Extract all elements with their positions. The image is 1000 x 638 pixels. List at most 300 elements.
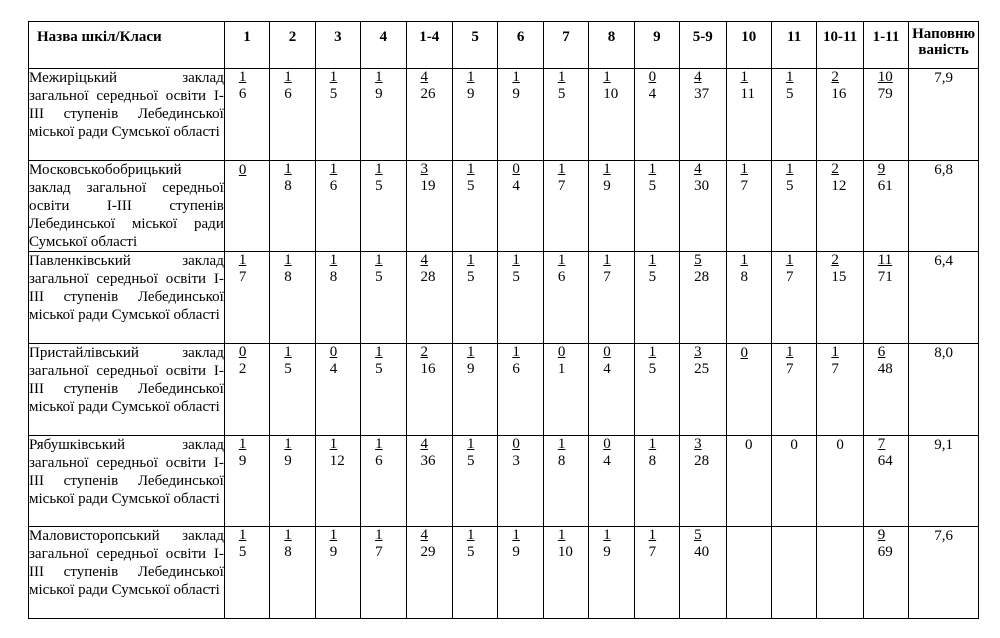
cell-value: 0 xyxy=(836,437,844,453)
students-count: 9 xyxy=(329,544,338,560)
class-cell xyxy=(771,161,816,252)
class-cell xyxy=(771,344,816,436)
fraction xyxy=(375,161,383,195)
school-name: Пристайлівський заклад загальної середньої освіти І-ІІІ ступенів Лебединської міської ради Сумської області xyxy=(29,344,225,436)
classes-count: 2 xyxy=(831,69,839,85)
fraction xyxy=(421,527,436,561)
classes-count: 1 xyxy=(648,161,657,177)
class-cell xyxy=(270,161,315,252)
header-class-9: 9 xyxy=(634,22,679,69)
classes-count: 1 xyxy=(466,436,475,452)
table-row xyxy=(29,344,979,436)
students-count: 69 xyxy=(877,544,893,560)
students-count: 15 xyxy=(831,269,847,285)
fraction xyxy=(512,161,520,195)
fraction xyxy=(878,344,893,378)
class-cell xyxy=(634,344,679,436)
fraction xyxy=(603,527,611,561)
classes-count: 3 xyxy=(694,344,702,360)
classes-count: 1 xyxy=(284,252,292,268)
students-count: 48 xyxy=(877,361,893,377)
classes-count: 1 xyxy=(557,527,566,543)
students-count: 6 xyxy=(284,86,292,102)
class-cell xyxy=(863,69,908,161)
students-count: 9 xyxy=(375,86,383,102)
class-cell xyxy=(634,252,679,344)
students-count: 5 xyxy=(648,269,657,285)
fraction xyxy=(694,436,709,470)
fraction xyxy=(239,436,247,470)
classes-count: 1 xyxy=(284,344,292,360)
classes-count: 1 xyxy=(329,252,338,268)
students-count: 5 xyxy=(648,178,657,194)
fraction xyxy=(649,69,657,103)
students-count: 25 xyxy=(694,361,710,377)
fraction xyxy=(284,161,292,195)
students-count: 6 xyxy=(375,453,383,469)
classes-count: 1 xyxy=(329,161,338,177)
students-count: 5 xyxy=(375,361,383,377)
fraction xyxy=(284,344,292,378)
class-cell xyxy=(406,436,452,527)
class-cell xyxy=(224,161,269,252)
students-count: 7 xyxy=(238,269,247,285)
class-cell xyxy=(361,344,406,436)
students-count: 9 xyxy=(466,86,475,102)
fraction xyxy=(786,161,794,195)
fraction xyxy=(330,252,338,286)
students-count: 7 xyxy=(831,361,839,377)
classes-count: 1 xyxy=(603,161,611,177)
class-cell xyxy=(817,69,863,161)
fraction xyxy=(467,436,475,470)
class-cell xyxy=(224,436,269,527)
fraction xyxy=(239,344,247,378)
classes-count: 1 xyxy=(238,69,247,85)
class-cell xyxy=(452,436,497,527)
fraction xyxy=(831,252,846,286)
class-cell xyxy=(406,252,452,344)
fraction xyxy=(421,344,436,378)
students-count: 6 xyxy=(557,269,566,285)
classes-count: 9 xyxy=(877,527,886,543)
header-class-11: 11 xyxy=(771,22,816,69)
classes-count: 11 xyxy=(877,252,893,268)
classes-count: 4 xyxy=(694,161,702,177)
class-cell xyxy=(498,527,543,619)
class-cell xyxy=(452,69,497,161)
classes-count: 1 xyxy=(329,436,338,452)
fraction xyxy=(694,252,709,286)
classes-count: 0 xyxy=(512,161,520,177)
fraction xyxy=(694,344,709,378)
classes-count: 1 xyxy=(466,252,475,268)
students-count: 9 xyxy=(238,453,247,469)
class-cell xyxy=(680,69,726,161)
fraction xyxy=(878,527,893,561)
class-cell xyxy=(726,69,771,161)
fraction xyxy=(786,69,794,103)
students-count: 36 xyxy=(420,453,436,469)
class-cell xyxy=(863,252,908,344)
fraction xyxy=(558,527,573,561)
fraction xyxy=(786,344,794,378)
school-name: Рябушківський заклад загальної середньої освіти І-ІІІ ступенів Лебединської міської ради Сумської області xyxy=(29,436,225,527)
fraction xyxy=(284,527,292,561)
students-count: 40 xyxy=(694,544,710,560)
class-cell xyxy=(452,344,497,436)
class-cell xyxy=(589,161,634,252)
students-count: 5 xyxy=(375,178,383,194)
classes-count: 1 xyxy=(284,436,292,452)
fraction xyxy=(649,527,657,561)
header-class-5-9: 5-9 xyxy=(680,22,726,69)
classes-count: 0 xyxy=(603,344,611,360)
class-cell xyxy=(726,436,771,527)
class-cell xyxy=(498,161,543,252)
students-count: 4 xyxy=(329,361,338,377)
school-name: Маловисторопський заклад загальної середньої освіти І-ІІІ ступенів Лебединської міської ради Сумської області xyxy=(29,527,225,619)
classes-count: 4 xyxy=(420,436,429,452)
class-cell xyxy=(634,527,679,619)
classes-count: 1 xyxy=(375,252,383,268)
classes-count: 1 xyxy=(512,344,520,360)
class-cell xyxy=(680,252,726,344)
students-count: 6 xyxy=(329,178,338,194)
students-count: 4 xyxy=(603,361,611,377)
students-count: 28 xyxy=(694,453,710,469)
class-cell xyxy=(452,161,497,252)
class-cell xyxy=(634,436,679,527)
class-cell xyxy=(270,436,315,527)
school-name: Московськобобрицький заклад загальної середньої освіти І-ІІІ ступенів Лебединської міської ради Сумської області xyxy=(29,162,224,250)
classes-count: 10 xyxy=(877,69,893,85)
classes-count: 0 xyxy=(238,344,247,360)
classes-count: 1 xyxy=(648,344,657,360)
students-count: 5 xyxy=(785,86,794,102)
fraction xyxy=(603,436,611,470)
students-count: 9 xyxy=(466,361,475,377)
fraction xyxy=(878,161,893,195)
students-count: 5 xyxy=(466,453,475,469)
students-count: 1 xyxy=(557,361,566,377)
class-cell xyxy=(315,436,360,527)
class-cell xyxy=(863,527,908,619)
fraction xyxy=(878,252,893,286)
classes-count: 1 xyxy=(603,252,611,268)
fraction xyxy=(467,161,475,195)
fraction xyxy=(694,527,709,561)
schools-classes-table xyxy=(28,21,979,619)
fraction xyxy=(603,344,611,378)
class-cell xyxy=(589,69,634,161)
classes-count: 4 xyxy=(420,69,429,85)
students-count: 5 xyxy=(648,361,657,377)
class-cell xyxy=(680,436,726,527)
classes-count: 4 xyxy=(420,252,429,268)
fraction xyxy=(375,436,383,470)
class-cell xyxy=(498,69,543,161)
fraction xyxy=(831,344,839,378)
occupancy-value: 6,8 xyxy=(909,161,979,252)
students-count: 28 xyxy=(694,269,710,285)
students-count: 19 xyxy=(420,178,436,194)
classes-count: 3 xyxy=(694,436,702,452)
classes-count: 1 xyxy=(648,252,657,268)
students-count: 5 xyxy=(238,544,247,560)
fraction xyxy=(467,69,475,103)
class-cell xyxy=(771,527,816,619)
fraction xyxy=(330,527,338,561)
students-count: 5 xyxy=(284,361,292,377)
students-count: 5 xyxy=(512,269,520,285)
classes-count: 1 xyxy=(785,252,794,268)
class-cell xyxy=(452,252,497,344)
fraction xyxy=(330,344,338,378)
fraction xyxy=(831,161,846,195)
classes-count: 1 xyxy=(831,344,839,360)
classes-count: 1 xyxy=(740,69,749,85)
header-school-name: Назва шкіл/Класи xyxy=(29,22,225,69)
classes-count: 0 xyxy=(740,345,749,361)
students-count: 7 xyxy=(557,178,566,194)
students-count: 4 xyxy=(603,453,611,469)
table-row xyxy=(29,252,979,344)
table-row xyxy=(29,436,979,527)
fraction xyxy=(786,252,794,286)
fraction xyxy=(694,161,709,195)
header-class-8: 8 xyxy=(589,22,634,69)
class-cell xyxy=(589,344,634,436)
table-body xyxy=(29,69,979,619)
class-cell xyxy=(634,161,679,252)
students-count: 6 xyxy=(238,86,247,102)
fraction xyxy=(558,69,566,103)
students-count: 7 xyxy=(648,544,657,560)
fraction xyxy=(330,436,345,470)
students-count: 29 xyxy=(420,544,436,560)
class-cell xyxy=(270,527,315,619)
students-count: 5 xyxy=(785,178,794,194)
students-count: 79 xyxy=(877,86,893,102)
fraction xyxy=(512,436,520,470)
class-cell xyxy=(361,69,406,161)
classes-count: 1 xyxy=(740,161,749,177)
classes-count: 2 xyxy=(831,161,839,177)
table-row xyxy=(29,69,979,161)
fraction xyxy=(558,344,566,378)
fraction xyxy=(375,69,383,103)
class-cell xyxy=(224,344,269,436)
classes-count: 1 xyxy=(284,161,292,177)
class-cell xyxy=(817,252,863,344)
classes-count: 1 xyxy=(557,69,566,85)
classes-count: 1 xyxy=(648,527,657,543)
header-class-1: 1 xyxy=(224,22,269,69)
header-class-4: 4 xyxy=(361,22,406,69)
occupancy-value: 8,0 xyxy=(909,344,979,436)
classes-count: 1 xyxy=(603,527,611,543)
class-cell xyxy=(726,527,771,619)
fraction xyxy=(421,161,436,195)
class-cell xyxy=(315,344,360,436)
classes-count: 1 xyxy=(785,69,794,85)
class-cell xyxy=(224,527,269,619)
class-cell xyxy=(224,69,269,161)
students-count: 5 xyxy=(329,86,338,102)
students-count: 8 xyxy=(329,269,338,285)
fraction xyxy=(512,69,520,103)
students-count: 9 xyxy=(603,544,611,560)
class-cell xyxy=(589,527,634,619)
header-class-3: 3 xyxy=(315,22,360,69)
classes-count: 1 xyxy=(329,69,338,85)
students-count: 7 xyxy=(740,178,749,194)
header-row xyxy=(29,22,979,69)
class-cell xyxy=(315,527,360,619)
classes-count: 1 xyxy=(284,69,292,85)
occupancy-value: 7,9 xyxy=(909,69,979,161)
class-cell xyxy=(406,527,452,619)
classes-count: 1 xyxy=(785,344,794,360)
students-count: 30 xyxy=(694,178,710,194)
classes-count: 4 xyxy=(420,527,429,543)
students-count: 11 xyxy=(740,86,755,102)
class-cell xyxy=(315,252,360,344)
class-cell xyxy=(406,161,452,252)
students-count: 10 xyxy=(557,544,573,560)
classes-count: 1 xyxy=(466,69,475,85)
cell-value: 0 xyxy=(744,437,753,453)
table-row xyxy=(29,161,979,252)
header-class-1-11: 1-11 xyxy=(863,22,908,69)
students-count: 12 xyxy=(831,178,847,194)
classes-count: 1 xyxy=(375,161,383,177)
fraction xyxy=(649,344,657,378)
students-count: 2 xyxy=(238,361,247,377)
class-cell xyxy=(361,436,406,527)
fraction xyxy=(649,252,657,286)
class-cell xyxy=(361,527,406,619)
classes-count: 1 xyxy=(329,527,338,543)
header-class-5: 5 xyxy=(452,22,497,69)
fraction xyxy=(421,252,436,286)
students-count: 8 xyxy=(284,178,292,194)
classes-count: 9 xyxy=(877,161,886,177)
fraction xyxy=(603,69,618,103)
fraction xyxy=(284,69,292,103)
classes-count: 0 xyxy=(512,436,520,452)
class-cell xyxy=(224,252,269,344)
header-class-7: 7 xyxy=(543,22,588,69)
class-cell xyxy=(817,161,863,252)
students-count: 16 xyxy=(831,86,847,102)
school-name: Павленківський заклад загальної середньої освіти І-ІІІ ступенів Лебединської міської ради Сумської області xyxy=(29,252,225,344)
classes-count: 0 xyxy=(238,162,247,178)
students-count: 5 xyxy=(557,86,566,102)
students-count: 5 xyxy=(466,178,475,194)
fraction xyxy=(603,161,611,195)
classes-count: 1 xyxy=(557,252,566,268)
students-count: 8 xyxy=(740,269,749,285)
class-cell xyxy=(726,252,771,344)
students-count: 12 xyxy=(329,453,345,469)
classes-count: 1 xyxy=(557,436,566,452)
classes-count: 0 xyxy=(329,344,338,360)
cell-value: 0 xyxy=(790,437,798,453)
students-count: 7 xyxy=(603,269,611,285)
students-count: 71 xyxy=(877,269,893,285)
classes-count: 1 xyxy=(785,161,794,177)
class-cell xyxy=(452,527,497,619)
classes-count: 0 xyxy=(557,344,566,360)
fraction xyxy=(603,252,611,286)
class-cell xyxy=(589,252,634,344)
classes-count: 0 xyxy=(603,436,611,452)
classes-count: 1 xyxy=(466,161,475,177)
classes-count: 1 xyxy=(238,527,247,543)
students-count: 16 xyxy=(420,361,436,377)
students-count: 5 xyxy=(466,269,475,285)
students-count: 8 xyxy=(557,453,566,469)
class-cell xyxy=(543,527,588,619)
classes-count: 1 xyxy=(375,527,383,543)
classes-count: 1 xyxy=(466,527,475,543)
classes-count: 1 xyxy=(512,252,520,268)
classes-count: 6 xyxy=(877,344,886,360)
fraction xyxy=(741,252,749,286)
students-count: 61 xyxy=(877,178,893,194)
classes-count: 1 xyxy=(557,161,566,177)
fraction xyxy=(239,162,247,179)
students-count: 9 xyxy=(512,544,520,560)
classes-count: 1 xyxy=(238,436,247,452)
classes-count: 1 xyxy=(375,69,383,85)
classes-count: 7 xyxy=(877,436,886,452)
fraction xyxy=(330,161,338,195)
fraction xyxy=(375,527,383,561)
class-cell xyxy=(863,161,908,252)
classes-count: 1 xyxy=(512,527,520,543)
students-count: 37 xyxy=(694,86,710,102)
occupancy-value: 9,1 xyxy=(909,436,979,527)
class-cell xyxy=(680,344,726,436)
fraction xyxy=(512,344,520,378)
class-cell xyxy=(863,436,908,527)
fraction xyxy=(558,252,566,286)
class-cell xyxy=(817,527,863,619)
class-cell xyxy=(726,161,771,252)
class-cell xyxy=(498,252,543,344)
students-count: 10 xyxy=(603,86,619,102)
fraction xyxy=(878,436,893,470)
header-class-6: 6 xyxy=(498,22,543,69)
fraction xyxy=(421,436,436,470)
fraction xyxy=(831,69,846,103)
class-cell xyxy=(543,436,588,527)
class-cell xyxy=(270,252,315,344)
students-count: 28 xyxy=(420,269,436,285)
fraction xyxy=(467,527,475,561)
occupancy-value: 7,6 xyxy=(909,527,979,619)
fraction xyxy=(330,69,338,103)
class-cell xyxy=(315,161,360,252)
fraction xyxy=(558,436,566,470)
fraction xyxy=(421,69,436,103)
classes-count: 2 xyxy=(831,252,839,268)
class-cell xyxy=(817,436,863,527)
fraction xyxy=(512,527,520,561)
